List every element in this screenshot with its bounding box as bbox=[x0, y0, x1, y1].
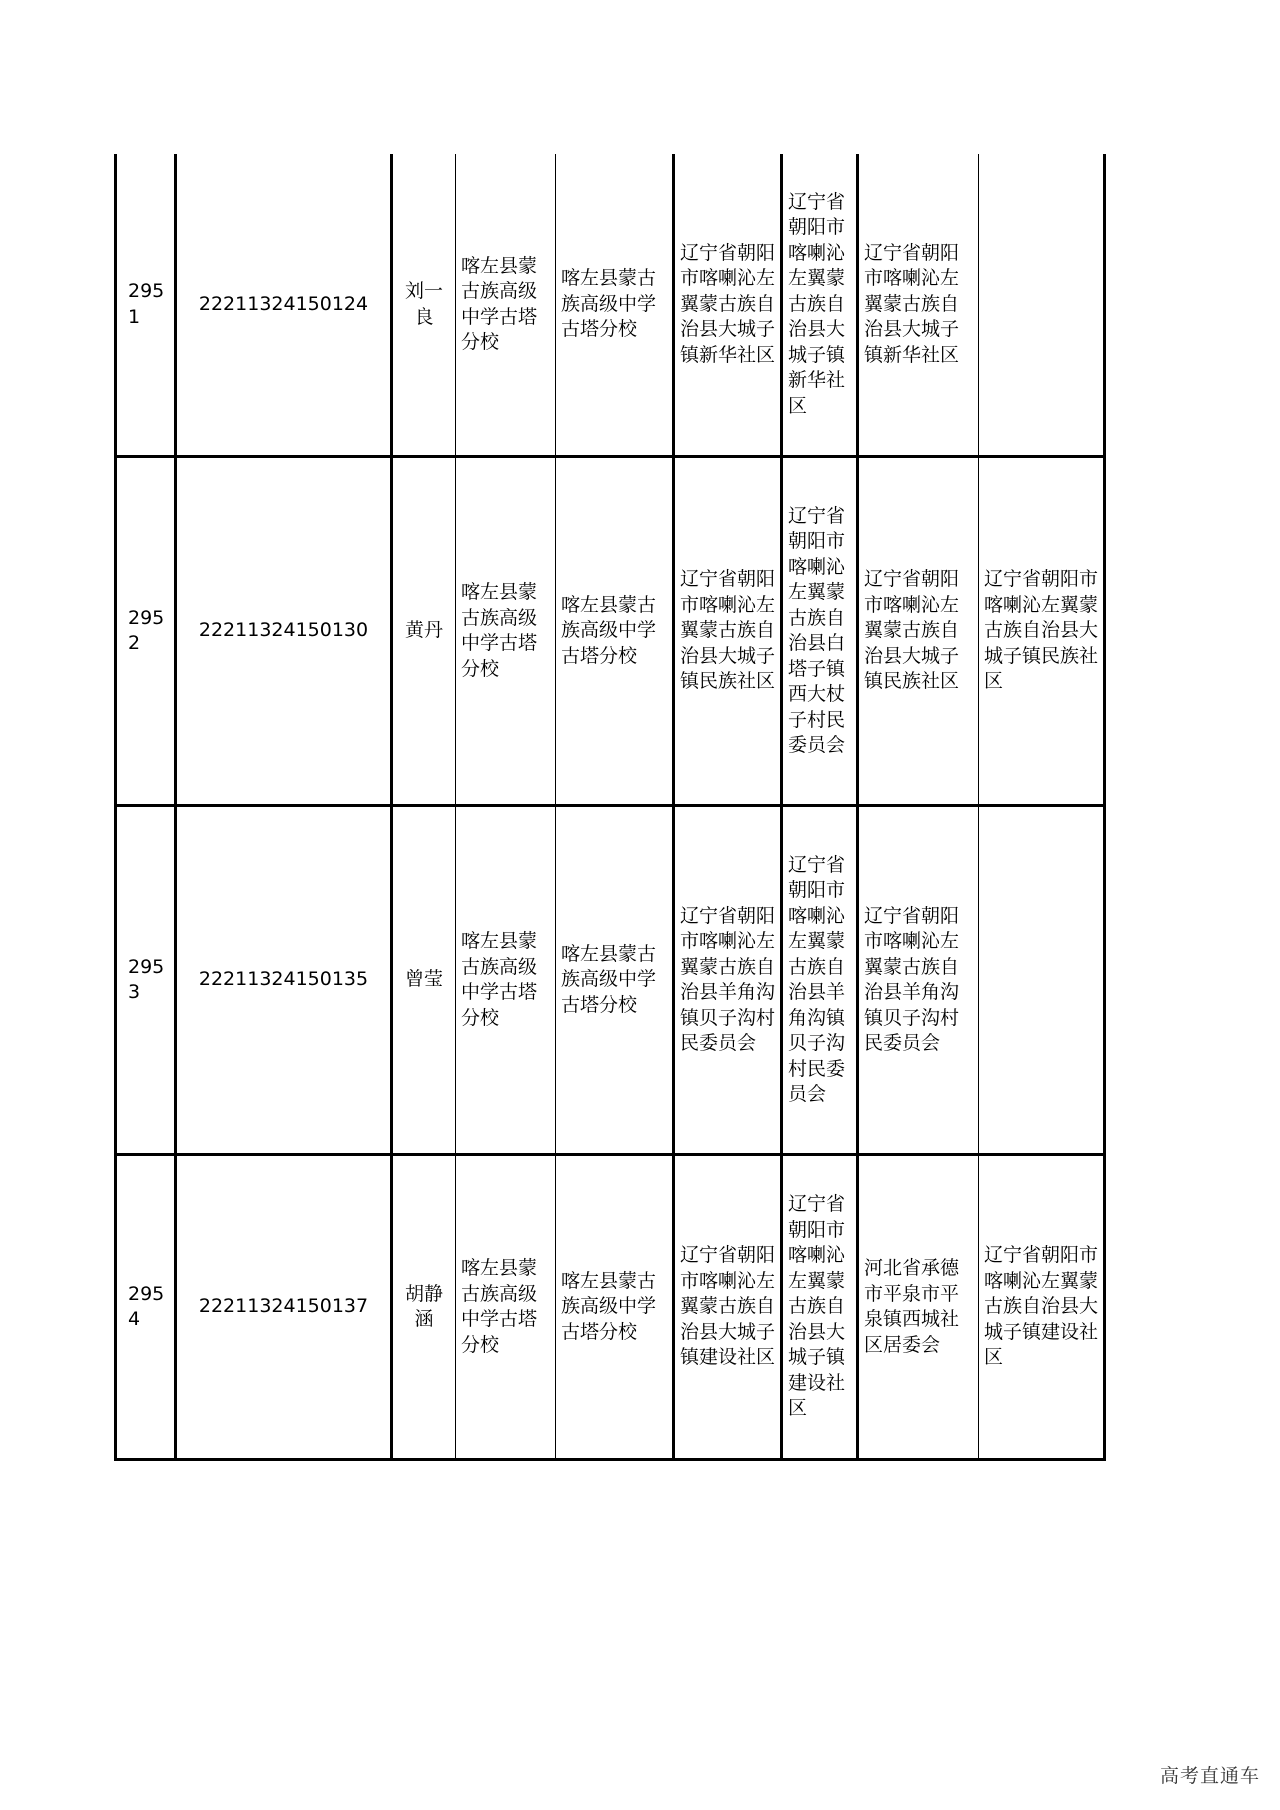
table-row bbox=[116, 154, 1105, 457]
school-cell: 喀左县蒙古族高级中学古塔分校 bbox=[456, 154, 556, 457]
school-cell-secondary: 喀左县蒙古族高级中学古塔分校 bbox=[556, 806, 674, 1155]
address-cell: 辽宁省朝阳市喀喇沁左翼蒙古族自治县羊角沟镇贝子沟村民委员会 bbox=[674, 806, 782, 1155]
school-cell-secondary: 喀左县蒙古族高级中学古塔分校 bbox=[556, 154, 674, 457]
address-cell: 辽宁省朝阳市喀喇沁左翼蒙古族自治县大城子镇建设社区 bbox=[979, 1155, 1105, 1460]
address-cell: 辽宁省朝阳市喀喇沁左翼蒙古族自治县白塔子镇西大杖子村民委员会 bbox=[782, 457, 858, 806]
row-seq-cell: 2953 bbox=[116, 806, 176, 1155]
address-cell: 辽宁省朝阳市喀喇沁左翼蒙古族自治县大城子镇民族社区 bbox=[858, 457, 979, 806]
exam-number-cell: 22211324150137 bbox=[176, 1155, 392, 1460]
school-cell: 喀左县蒙古族高级中学古塔分校 bbox=[456, 457, 556, 806]
address-cell: 河北省承德市平泉市平泉镇西城社区居委会 bbox=[858, 1155, 979, 1460]
address-cell: 辽宁省朝阳市喀喇沁左翼蒙古族自治县大城子镇民族社区 bbox=[674, 457, 782, 806]
student-name-cell: 曾莹 bbox=[392, 806, 456, 1155]
table-row bbox=[116, 457, 1105, 806]
address-cell: 辽宁省朝阳市喀喇沁左翼蒙古族自治县大城子镇新华社区 bbox=[782, 154, 858, 457]
row-seq-cell: 2954 bbox=[116, 1155, 176, 1460]
address-cell: 辽宁省朝阳市喀喇沁左翼蒙古族自治县大城子镇新华社区 bbox=[674, 154, 782, 457]
address-cell: 辽宁省朝阳市喀喇沁左翼蒙古族自治县大城子镇民族社区 bbox=[979, 457, 1105, 806]
student-name-cell: 胡静涵 bbox=[392, 1155, 456, 1460]
watermark: 高考直通车 bbox=[1159, 1765, 1260, 1787]
student-name-cell: 黄丹 bbox=[392, 457, 456, 806]
address-cell bbox=[979, 806, 1105, 1155]
student-record-table bbox=[114, 154, 1106, 1461]
student-name-cell: 刘一良 bbox=[392, 154, 456, 457]
table-row bbox=[116, 806, 1105, 1155]
address-cell: 辽宁省朝阳市喀喇沁左翼蒙古族自治县羊角沟镇贝子沟村民委员会 bbox=[858, 806, 979, 1155]
address-cell: 辽宁省朝阳市喀喇沁左翼蒙古族自治县大城子镇建设社区 bbox=[782, 1155, 858, 1460]
exam-number-cell: 22211324150124 bbox=[176, 154, 392, 457]
address-cell bbox=[979, 154, 1105, 457]
table-row bbox=[116, 1155, 1105, 1460]
row-seq-cell: 2951 bbox=[116, 154, 176, 457]
exam-number-cell: 22211324150135 bbox=[176, 806, 392, 1155]
exam-number-cell: 22211324150130 bbox=[176, 457, 392, 806]
school-cell-secondary: 喀左县蒙古族高级中学古塔分校 bbox=[556, 1155, 674, 1460]
address-cell: 辽宁省朝阳市喀喇沁左翼蒙古族自治县大城子镇建设社区 bbox=[674, 1155, 782, 1460]
school-cell-secondary: 喀左县蒙古族高级中学古塔分校 bbox=[556, 457, 674, 806]
address-cell: 辽宁省朝阳市喀喇沁左翼蒙古族自治县大城子镇新华社区 bbox=[858, 154, 979, 457]
address-cell: 辽宁省朝阳市喀喇沁左翼蒙古族自治县羊角沟镇贝子沟村民委员会 bbox=[782, 806, 858, 1155]
school-cell: 喀左县蒙古族高级中学古塔分校 bbox=[456, 806, 556, 1155]
school-cell: 喀左县蒙古族高级中学古塔分校 bbox=[456, 1155, 556, 1460]
row-seq-cell: 2952 bbox=[116, 457, 176, 806]
